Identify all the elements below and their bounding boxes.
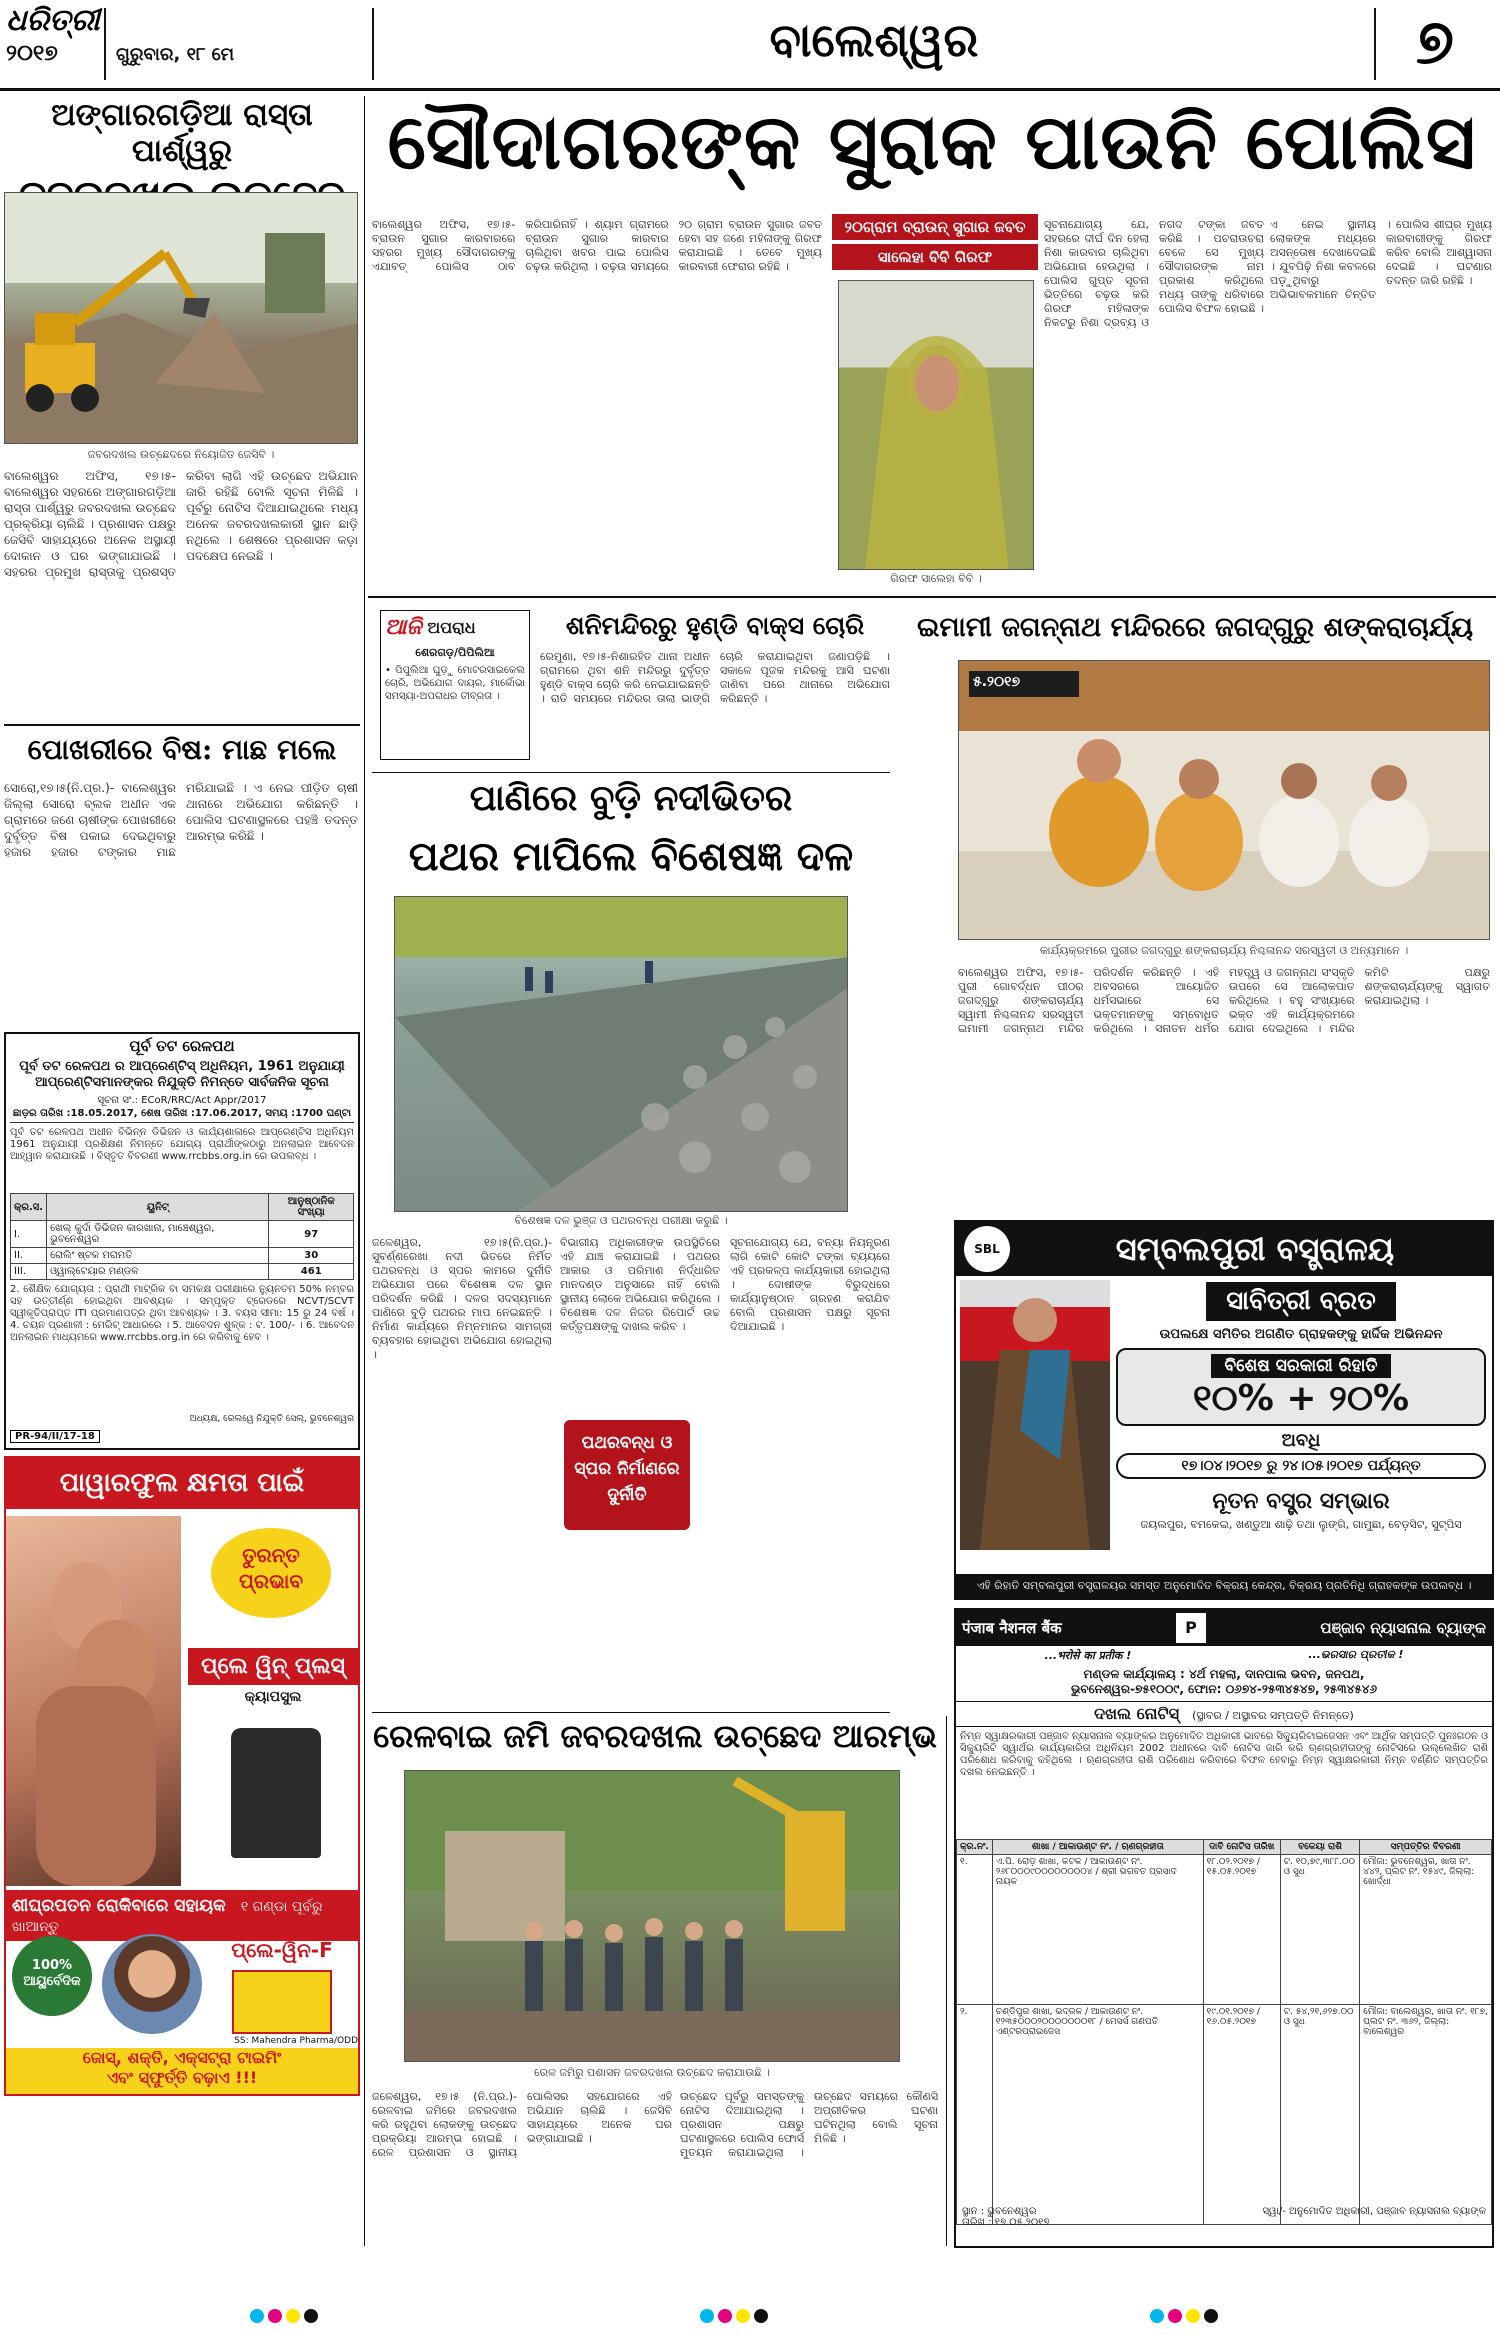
- cyan-mark: [700, 2309, 714, 2323]
- pnb-address: ଭୁବନେଶ୍ୱର-୭୫୧୦୦୯, ଫୋନ: ୦୬୭୪-୨୫୩୪୫୪୭, ୨୫୩୪୫୪୬: [1070, 1682, 1378, 1696]
- story-pond-poison: [4, 724, 360, 1024]
- pond-body: ସୋରୋ,୧୭।୫(ନି.ପ୍ର.)- ବାଲେଶ୍ୱର ଜିଲ୍ଲା ସୋରୋ ବ୍ଲକ ଅଧୀନ ଏକ ଗ୍ରାମରେ ଜଣେ ଚାଷୀଙ୍କ ପୋଖରୀରେ ଦୁର୍ବୃତ୍ତ ବିଷ ପକାଇ ଦେଇଥିବାରୁ ହଜାର ହଜାର ଟଙ୍କାର ମାଛ ମରିଯାଇଛି । ଏ ନେଇ ପୀଡ଼ିତ ଚାଷୀ ଥାନାରେ ଅଭିଯୋଗ କରିଛନ୍ତି । ପୋଲିସ ଘଟଣାସ୍ଥଳରେ ପହଞ୍ଚି ତଦନ୍ତ ଆରମ୍ଭ କରିଛି ।: [4, 781, 358, 859]
- playwin-bottle: [231, 1728, 321, 1858]
- river-stones-illustration: [395, 897, 848, 1212]
- eviction-crowd-illustration: [405, 1771, 900, 2062]
- sambalpuri-places: ଜୟଲପୁର, ବମକେଇ, ଖଣ୍ଡୁଆ ଶାଢ଼ି ତଥା ଲୁଙ୍ଗି, ଗାମୁଛା, ବେଡ଼ସିଟ, ସୁଟ୍‌ପିସ: [1140, 1518, 1462, 1531]
- paper-logo: [6, 4, 102, 84]
- pnb-footer: [962, 2206, 1486, 2228]
- table-header-cell: ୟୁନିଟ୍: [47, 1194, 269, 1221]
- crime-brand-1: ଆଜି: [385, 615, 422, 640]
- shankaracharya-caption: କାର୍ଯ୍ୟକ୍ରମରେ ପୁରୀର ଜଗଦ୍‌ଗୁରୁ ଶଙ୍କରାଚାର୍ଯ୍ୟ ନିଶ୍ଚଳାନନ୍ଦ ସରସ୍ୱତୀ ଓ ଅନ୍ୟମାନେ ।: [1039, 944, 1409, 957]
- shankaracharya-photo-label: ୫.୨୦୧୭: [973, 674, 1021, 690]
- registration-marks-center: [700, 2308, 772, 2327]
- railway-notice-ref: ସୂଚନା ସଂ.: ECoR/RRC/Act Appr/2017: [97, 1095, 267, 1107]
- table-cell: ଟ. ୧୦,୭୯,୩୮୮.୦୦ ଓ ସୁଧ: [1280, 1855, 1360, 2005]
- pnb-intro: ନିମ୍ନ ସ୍ୱାକ୍ଷରକାରୀ ପଞ୍ଜାବ ନ୍ୟାସନାଲ ବ୍ୟାଙ୍କର ଅନୁମୋଦିତ ଅଧିକାରୀ ଭାବରେ ସିକ୍ୟୁରିଟାଇଜେସନ ଏବଂ ଆର୍ଥିକ ସମ୍ପତ୍ତି ପୁନଃଗଠନ ଓ ସିକ୍ୟୁରିଟି ସ୍ୱାର୍ଥର କାର୍ଯ୍ୟକାରିତା ଅଧିନିୟମ 2002 ଅଧୀନରେ ଦାବି ନୋଟିସ ଜାରି କରି ଋଣଗ୍ରହୀତାଙ୍କୁ ନୋଟିସରେ ଉଲ୍ଲେଖିତ ରାଶି ପରିଶୋଧ କରିବାକୁ କହିଥିଲେ । ଋଣଗ୍ରହୀତା ରାଶି ପରିଶୋଧ କରିବାରେ ବିଫଳ ହେବାରୁ ନିମ୍ନ ସ୍ୱାକ୍ଷରକାରୀ ନିମ୍ନ ବର୍ଣ୍ଣିତ ସମ୍ପତ୍ତିର ଦଖଲ ନେଇଛନ୍ତି ।: [960, 1731, 1488, 1778]
- pnb-notice-sub: (ସ୍ଥାବର / ଅସ୍ଥାବର ସମ୍ପତ୍ତି ନିମନ୍ତେ): [1192, 1709, 1354, 1722]
- black-mark: [754, 2309, 768, 2323]
- black-mark: [1204, 2309, 1218, 2323]
- sambalpuri-logo: SBL: [964, 1226, 1010, 1272]
- playwin-tagline2: ୧ ଗଣ୍ଡା ପୂର୍ବରୁ ଖାଆନ୍ତୁ: [12, 1899, 323, 1935]
- table-cell: ୧୮.୦୨.୨୦୧୭ / ୧୫.୦୫.୨୦୧୭: [1203, 1855, 1280, 2005]
- accused-photo: [838, 280, 1034, 570]
- page-number: ୭: [1416, 5, 1454, 78]
- shankaracharya-photo: [958, 660, 1490, 940]
- table-cell: ରୋଲିଂ ଷ୍ଟକ ମରାମତି: [47, 1248, 269, 1264]
- table-cell: ମୌଜା: ବାଲେଶ୍ୱର, ଖାତା ନଂ. ୧୮୭, ପ୍ଲଟ ନଂ. ୩୬୨, ଜିଲ୍ଲା: ବାଲେଶ୍ୱର: [1360, 2005, 1492, 2225]
- excavator-illustration: [5, 193, 358, 444]
- playwin-footer-2: ଏବଂ ସ୍ଫୁର୍ତ୍ତି ବଢ଼ାଏ !!!: [106, 2068, 258, 2087]
- story-pond-headline: ପୋଖରୀରେ ବିଷ: ମାଛ ମଲେ: [27, 733, 337, 766]
- table-cell: ମୌଜା: ଭୁବନେଶ୍ୱର, ଖାତା ନଂ. ୪୪୨, ପ୍ଲଟ ନଂ. ୧୫୪୯, ଜିଲ୍ଲା: ଖୋର୍ଦ୍ଧା: [1360, 1855, 1492, 2005]
- table-cell: ଖେଲ୍ କୁର୍ଦା ଡିଭିଜନ କାରଖାନା, ମାଞ୍ଚେଶ୍ୱର, ଭୁବନେଶ୍ୱର: [47, 1221, 269, 1248]
- river-highlight-text: ପଥରବନ୍ଧ ଓ ସ୍ପର ନିର୍ମାଣରେ ଦୁର୍ନୀତି: [574, 1433, 680, 1505]
- pnb-notice-title-row: [956, 1701, 1492, 1727]
- playwin-photo: [6, 1516, 181, 1886]
- table-cell: ଚଣ୍ଡିପୁର ଶାଖା, ଭଦ୍ରକ / ଆକାଉଣ୍ଟ ନଂ. ୧୨୩୫୦୦୦୨୦୦୦୦୦୦୦୧୮ / ମେସର୍ସ ଗଣପତି ଏଣ୍ଟରପ୍ରାଇଜେସ: [992, 2005, 1203, 2225]
- table-row: [957, 2005, 1492, 2225]
- table-row: [957, 1855, 1492, 2005]
- saree-model-illustration: [960, 1280, 1110, 1550]
- pnb-header: [956, 1610, 1492, 1646]
- paper-name: ଧରିତ୍ରୀ: [6, 3, 100, 38]
- left-column-divider: [364, 96, 365, 2246]
- railway-notice-para: 2. ଶୈକ୍ଷିକ ଯୋଗ୍ୟତା : ପ୍ରାର୍ଥୀ ମାଟ୍ରିକ ବା ସମକକ୍ଷ ପରୀକ୍ଷାରେ ନ୍ୟୁନତମ 50% ନମ୍ବର ସହ ଉତ୍ତୀର୍ଣ୍ଣ ହୋଇଥିବା ଆବଶ୍ୟକ । ସମ୍ପୃକ୍ତ ଟ୍ରେଡରେ NCVT/SCVT ସ୍ୱୀକୃତିପ୍ରାପ୍ତ ITI ପ୍ରମାଣପତ୍ର ଥିବା ଆବଶ୍ୟକ । 3. ବୟସ ସୀମା: 15 ରୁ 24 ବର୍ଷ । 4. ଚୟନ ପ୍ରଣାଳୀ : ମେରିଟ୍ ଆଧାରରେ । 5. ଆବେଦନ ଶୁଳ୍କ : ଟ. 100/- । 6. ଆବେଦନ ଅନଲାଇନ ମାଧ୍ୟମରେ www.rrcbbs.org.in ରେ କରିବାକୁ ହେବ ।: [10, 1284, 354, 1344]
- table-header-cell: କ୍ର.ନଂ.: [957, 1840, 993, 1855]
- sambalpuri-offer-title: ବିଶେଷ ସରକାରୀ ରିହାତି: [1211, 1354, 1392, 1378]
- railway-notice: [4, 1032, 360, 1450]
- railway-land-body-2: ଉଚ୍ଛେଦ ପୂର୍ବରୁ ସମସ୍ତଙ୍କୁ ନୋଟିସ ଦିଆଯାଇଥିଲା । ପ୍ରଶାସନ ପକ୍ଷରୁ ଘଟଣାସ୍ଥଳରେ ପୋଲିସ ଫୋର୍ସ ମୁତୟନ କରାଯାଇଥିଲା । ଉଚ୍ଛେଦ ସମୟରେ କୌଣସି ଅପ୍ରୀତିକର ଘଟଣା ଘଟିନଥିଲା ବୋଲି ସୂଚନା ମିଳିଛି ।: [680, 2090, 938, 2159]
- railway-land-caption: ରେଳ ଜମିରୁ ପଶାସନ ଜବରଦଖଲ ଉଚ୍ଛେଦ କରାଯାଉଛି ।: [534, 2066, 770, 2079]
- table-row: [11, 1248, 354, 1264]
- story-encroachment-headline-1: ଅଙ୍ଗାରଗଡ଼ିଆ ରାସ୍ତା ପାର୍ଶ୍ୱରୁ: [51, 97, 313, 169]
- pnb-logo-icon: P: [1176, 1613, 1206, 1643]
- railway-land-photo: [404, 1770, 900, 2062]
- pnb-date: ତାରିଖ : ୧୭.୦୫.୨୦୧୭: [962, 2217, 1050, 2228]
- pnb-slogans: [956, 1648, 1492, 1663]
- lead-headline: ସୌଦାଗରଙ୍କ ସୁରାକ ପାଉନି ପୋଲିସ: [387, 97, 1477, 186]
- table-row: [11, 1221, 354, 1248]
- table-header-cell: ସମ୍ପତ୍ତିର ବିବରଣୀ: [1360, 1840, 1492, 1855]
- playwin-badge: [211, 1528, 331, 1618]
- temple-bottom-rule: [372, 772, 890, 773]
- pnb-place: ସ୍ଥାନ : ଭୁବନେଶ୍ୱର: [962, 2206, 1037, 2217]
- black-mark: [304, 2309, 318, 2323]
- temple-theft-headline: ଶନିମନ୍ଦିରରୁ ହୁଣ୍ଡି ବାକ୍ସ ଚୋରି: [565, 611, 865, 640]
- sambalpuri-period-label: ଅବଧି: [1281, 1430, 1321, 1451]
- couple-illustration: [6, 1516, 181, 1886]
- pnb-office: ମଣ୍ଡଳ କାର୍ଯ୍ୟାଳୟ : ୪ର୍ଥ ମହଲା, ଦାନପାଲ ଭବନ, ଜନପଥ,: [1083, 1667, 1365, 1681]
- sambalpuri-collection: ନୂତନ ବସ୍ତ୍ର ସମ୍ଭାର: [1212, 1489, 1390, 1514]
- masthead-bottom-rule: [0, 88, 1500, 91]
- railway-notice-title: ପୂର୍ବ ତଟ ରେଳପଥ: [129, 1037, 235, 1055]
- river-photo: [394, 896, 848, 1212]
- railway-notice-signature: ଅଧ୍ୟକ୍ଷ, ରେଲୱେ ନିଯୁକ୍ତି ସେଲ୍, ଭୁବନେଶ୍ୱର: [189, 1414, 354, 1425]
- playwin-footer-1: ଜୋସ୍, ଶକ୍ତି, ଏକ୍ସଟ୍ରା ଟାଇମିଂ: [82, 2048, 282, 2067]
- print-registration-strip: [0, 2300, 1500, 2330]
- table-cell: 97: [269, 1221, 354, 1248]
- pnb-notice-title: ଦଖଲ ନୋଟିସ୍: [1094, 1704, 1180, 1723]
- magenta-mark: [718, 2309, 732, 2323]
- pnb-slogan-hindi: ...भरोसे का प्रतीक !: [1044, 1649, 1132, 1662]
- shankaracharya-headline: ଇମାମୀ ଜଗନ୍ନାଥ ମନ୍ଦିରରେ ଜଗଦ୍‌ଗୁରୁ ଶଙ୍କରାଚାର୍ଯ୍ୟ: [916, 612, 1474, 643]
- playwin-maker: SS: Mahendra Pharma/ODD: [234, 2036, 358, 2046]
- table-header-cell: କ୍ର.ସ.: [11, 1194, 47, 1221]
- pnb-slogan-odia: ...ଭରସାର ପ୍ରତୀକ !: [1308, 1648, 1404, 1661]
- playwin-title: ପାୱାରଫୁଲ କ୍ଷମତା ପାଇଁ: [6, 1458, 358, 1509]
- shankaracharya-body: ବାଲେଶ୍ୱର ଅଫିସ, ୧୭।୫- ପୁରୀ ଗୋବର୍ଦ୍ଧନ ପୀଠର ଜଗଦ୍‌ଗୁରୁ ଶଙ୍କରାଚାର୍ଯ୍ୟ ସ୍ୱାମୀ ନିଶ୍ଚଳାନନ୍ଦ ସରସ୍ୱତୀ ଇମାମୀ ଜଗନ୍ନାଥ ମନ୍ଦିର ପରିଦର୍ଶନ କରିଛନ୍ତି । ଏହି ଅବସରରେ ଆୟୋଜିତ ଧର୍ମସଭାରେ ସେ ଭକ୍ତମାନଙ୍କୁ ସମ୍ବୋଧିତ କରିଥିଲେ । ସନାତନ ଧର୍ମର ମହତ୍ତ୍ୱ ଓ ଜଗନ୍ନାଥ ସଂସ୍କୃତି ଉପରେ ସେ ଆଲୋକପାତ କରିଥିଲେ । ବହୁ ସଂଖ୍ୟାରେ ଭକ୍ତ ଏହି କାର୍ଯ୍ୟକ୍ରମରେ ଯୋଗ ଦେଇଥିଲେ । ମନ୍ଦିର କମିଟି ପକ୍ଷରୁ ଶଙ୍କରାଚାର୍ଯ୍ୟଙ୍କୁ ସ୍ୱାଗତ କରାଯାଇଥିଲା ।: [958, 966, 1490, 1035]
- story-encroachment: [4, 98, 360, 718]
- railway-notice-intro: ପୂର୍ବ ତଟ ରେଳପଥ ଅଧୀନ ବିଭିନ୍ନ ଡିଭିଜନ ଓ କାର୍ଯ୍ୟଶାଳାରେ ଆପ୍ରେଣ୍ଟିସ ଅଧିନିୟମ 1961 ଅନୁଯାୟୀ ପ୍ରଶିକ୍ଷଣ ନିମନ୍ତେ ଯୋଗ୍ୟ ପ୍ରାର୍ଥୀଙ୍କଠାରୁ ଅନଲାଇନ ଆବେଦନ ଆହ୍ୱାନ କରାଯାଉଛି । ବିସ୍ତୃତ ବିବରଣୀ www.rrcbbs.org.in ରେ ଉପଲବ୍ଧ ।: [10, 1127, 354, 1163]
- accused-caption: ଗିରଫ ସାଲେହା ବିବି ।: [890, 572, 982, 585]
- pnb-table: [956, 1839, 1492, 2225]
- table-cell: ୧.: [957, 1855, 993, 2005]
- masthead-divider-right: [1374, 8, 1376, 80]
- playwin-product: [188, 1648, 358, 1705]
- pnb-signature: ସ୍ୱା/- ଅନୁମୋଦିତ ଅଧିକାରୀ, ପଞ୍ଜାବ ନ୍ୟାସନାଲ ବ୍ୟାଙ୍କ: [1262, 2206, 1486, 2217]
- notice-pnb: [954, 1608, 1494, 2248]
- river-body-1: ଜଳେଶ୍ୱର, ୧୭।୫(ନି.ପ୍ର.)- ସୁବର୍ଣ୍ଣରେଖା ନଦୀ ଭିତରେ ନିର୍ମିତ ପଥରବନ୍ଧ ଓ ସ୍ପର କାମରେ ଦୁର୍ନୀତି ଅଭିଯୋଗ ପରେ ବିଶେଷଜ୍ଞ ଦଳ ସ୍ଥାନ ପରିଦର୍ଶନ କରିଛି । ଦଳର ସଦସ୍ୟମାନେ ପାଣିରେ ବୁଡ଼ି ପଥରର ମାପ ନେଇଛନ୍ତି । ନିର୍ମାଣ କାର୍ଯ୍ୟରେ ନିମ୍ନମାନର ସାମଗ୍ରୀ ବ୍ୟବହାର ହୋଇଥିବା ଅଭିଯୋଗ ହୋଇଥିଲା ।: [372, 1236, 552, 1361]
- river-headline-2: ପଥର ମାପିଲେ ବିଶେଷଜ୍ଞ ଦଳ: [408, 833, 854, 880]
- yellow-mark: [736, 2309, 750, 2323]
- paper-year: ୨୦୧୭: [6, 40, 58, 66]
- ad-sambalpuri[interactable]: [954, 1220, 1494, 1600]
- center-right-divider: [946, 1716, 947, 2246]
- sambalpuri-footer: ଏହି ରିହାତି ସମ୍ବଲପୁରୀ ବସ୍ତ୍ରାଳୟର ସମସ୍ତ ଅନୁମୋଦିତ ବିକ୍ରୟ କେନ୍ଦ୍ର, ବିକ୍ରୟ ପ୍ରତିନିଧି ଗ୍ରାହକଙ୍କ ଉପଲବ୍ଧ ।: [956, 1574, 1492, 1598]
- table-row: [11, 1264, 354, 1280]
- lead-tag-1: ୨୦ଗ୍ରାମ ବ୍ରାଉନ୍ ସୁଗାର ଜବତ: [832, 214, 1038, 240]
- table-header-cell: ବକେୟା ରାଶି: [1280, 1840, 1360, 1855]
- sambalpuri-offer-box: [1116, 1348, 1486, 1426]
- playwin-stamp-text: 100% ଆୟୁର୍ବେଦିକ: [23, 1958, 81, 1989]
- yellow-mark: [286, 2309, 300, 2323]
- playwin-box: [232, 1970, 332, 2034]
- river-body-2: ବିଭାଗୀୟ ଅଧିକାରୀଙ୍କ ଉପସ୍ଥିତିରେ ଏହି ଯାଞ୍ଚ କରାଯାଇଛି । ପଥରର ଆକାର ଓ ପରିମାଣ ନିର୍ଦ୍ଧାରିତ ମାନଦଣ୍ଡ ଅନୁସାରେ ନାହିଁ ବୋଲି ସ୍ଥାନୀୟ ଲୋକେ ଅଭିଯୋଗ କରିଥିଲେ । ବିଶେଷଜ୍ଞ ଦଳ ନିଜର ରିପୋର୍ଟ ଉଚ୍ଚ କର୍ତ୍ତୃପକ୍ଷଙ୍କୁ ଦାଖଲ କରିବ ।: [560, 1236, 720, 1333]
- lead-body-3: ଏ ନେଇ ସ୍ଥାନୀୟ ଲୋକଙ୍କ ମଧ୍ୟରେ ଅସନ୍ତୋଷ ଦେଖାଦେଇଛି । ଯୁବପିଢ଼ି ନିଶା କବଳରେ ପଡ଼ୁଥିବାରୁ ଅଭିଭାବକମାନେ ଚିନ୍ତିତ । ପୋଲିସ ଶୀଘ୍ର ମୁଖ୍ୟ କାରବାରୀଙ୍କୁ ଗିରଫ କରିବ ବୋଲି ଆଶ୍ୱାସନା ଦେଇଛି । ଘଟଣାର ତଦନ୍ତ ଜାରି ରହିଛି ।: [1270, 218, 1492, 301]
- railway-land-headline: ରେଳବାଇ ଜମି ଜବରଦଖଲ ଉଚ୍ଛେଦ ଆରମ୍ଭ: [373, 1717, 937, 1755]
- woman-illustration: [839, 281, 1034, 570]
- sambalpuri-period: ୧୭।୦୪।୨୦୧୭ ରୁ ୨୪।୦୫।୨୦୧୭ ପର୍ଯ୍ୟନ୍ତ: [1116, 1453, 1486, 1479]
- lead-tag-2: ସାଲେହା ବିବି ଗିରଫ: [832, 244, 1038, 270]
- section-title: ବାଲେଶ୍ୱର: [769, 13, 979, 67]
- sambalpuri-offer-value: ୧୦% + ୨୦%: [1192, 1378, 1410, 1419]
- lead-body-2: ସୂଚନାଯୋଗ୍ୟ ଯେ, ସହରରେ ଦୀର୍ଘ ଦିନ ହେଲା ନିଶା କାରବାର ଚାଲିଥିବା ଅଭିଯୋଗ ହେଉଥିଲା । ପୋଲିସ ଗୁପ୍ତ ସୂଚନା ଭିତ୍ତିରେ ଚଢ଼ଉ କରି ଗିରଫ ମହିଳାଙ୍କ ନିକଟରୁ ନିଶା ଦ୍ରବ୍ୟ ଓ ନଗଦ ଟଙ୍କା ଜବତ କରିଛି । ପଚରାଉଚରା ବେଳେ ସେ ମୁଖ୍ୟ ସୌଦାଗରଙ୍କ ନାମ ପ୍ରକାଶ କରିଥିଲେ ମଧ୍ୟ ତାଙ୍କୁ ଧରିବାରେ ପୋଲିସ ବିଫଳ ହୋଇଛି ।: [1044, 218, 1264, 329]
- masthead: [0, 0, 1500, 92]
- saints-illustration: [959, 661, 1490, 940]
- river-highlight: [564, 1420, 690, 1530]
- magenta-mark: [1168, 2309, 1182, 2323]
- pond-top-rule: [4, 724, 360, 726]
- temple-theft-body: ରେମୁଣା, ୧୭।୫-ନିଶାରହିତ ଥାନା ଅଧୀନ ଗ୍ରାମରେ ଥିବା ଶନି ମନ୍ଦିରରୁ ଦୁର୍ବୃତ୍ତ ହୁଣ୍ଡି ବାକ୍ସ ଚୋରି କରି ନେଇଯାଇଛନ୍ତି । ରାତି ସମୟରେ ମନ୍ଦିରର ତାଲା ଭାଙ୍ଗି ଚୋରି କରାଯାଇଥିବା ଜଣାପଡ଼ିଛି । ସକାଳେ ପୂଜକ ମନ୍ଦିରକୁ ଆସି ଘଟଣା ଜାଣିବା ପରେ ଥାନାରେ ଅଭିଯୋଗ କରିଛନ୍ତି ।: [540, 650, 890, 705]
- cyan-mark: [1150, 2309, 1164, 2323]
- table-header-cell: ଆନୁଷ୍ଠାନିକ ସଂଖ୍ୟା: [269, 1194, 354, 1221]
- playwin-product2: ପ୍ଲେ-ୱିନ-F: [231, 1938, 333, 1962]
- railway-land-body-1: ଜଳେଶ୍ୱର, ୧୭।୫ (ନି.ପ୍ର.)- ରେଳବାଇ ଜମିରେ ଜବରଦଖଲ କରି ରହୁଥିବା ଲୋକଙ୍କୁ ଉଚ୍ଛେଦ ପ୍ରକ୍ରିୟା ଆରମ୍ଭ ହୋଇଛି । ରେଳ ପ୍ରଶାସନ ଓ ସ୍ଥାନୀୟ ପୋଲିସର ସହଯୋଗରେ ଏହି ଅଭିଯାନ ଚାଲିଛି । ଜେସିବି ସାହାଯ୍ୟରେ ଅନେକ ଘର ଭଙ୍ଗାଯାଇଛି ।: [372, 2090, 672, 2159]
- crime-brand-2: ଅପରାଧ: [427, 617, 476, 637]
- table-cell: 30: [269, 1248, 354, 1264]
- crime-body: • ପିପୁଲିଆ ଘୁଡ଼ୁ ମୋଟରସାଇକେଲ ଚୋରି, ଅଭିଯୋଗ ଦାୟର, ମାର୍କୋଭା ସମସ୍ୟା-ଅପରାଧର ତୀବ୍ରତା ।: [385, 665, 525, 702]
- crime-place: ଶେରଗଡ଼/ପିପିଲିଆ: [415, 646, 495, 659]
- masthead-divider-left: [104, 8, 106, 80]
- playwin-footer: [6, 2048, 358, 2094]
- table-cell: ଓ୍ୱାଲ୍‌ଟେୟାର ମଣ୍ଡଳ: [47, 1264, 269, 1280]
- magenta-mark: [268, 2309, 282, 2323]
- railway-notice-code: PR-94/II/17-18: [10, 1430, 100, 1443]
- railway-notice-dates: ଛାଡ଼ର ତାରିଖ :18.05.2017, ଶେଷ ତାରିଖ :17.06.2017, ସମୟ :1700 ଘଣ୍ଟା: [10, 1108, 354, 1123]
- playwin-tagline-bar: [6, 1890, 358, 1941]
- river-bottom-rule: [372, 1712, 890, 1713]
- playwin-product-sub: କ୍ୟାପସୁଲ: [244, 1689, 302, 1705]
- playwin-tagline: ଶୀଘ୍ରପତନ ରୋକିବାରେ ସହାୟକ: [12, 1896, 226, 1916]
- river-body-3: ସୂଚନାଯୋଗ୍ୟ ଯେ, ବନ୍ୟା ନିୟନ୍ତ୍ରଣ ଲାଗି କୋଟି କୋଟି ଟଙ୍କା ବ୍ୟୟରେ ଏହି ପ୍ରକଳ୍ପ କାର୍ଯ୍ୟକାରୀ ହୋଇଥିଲା । ଦୋଷୀଙ୍କ ବିରୁଦ୍ଧରେ କାର୍ଯ୍ୟାନୁଷ୍ଠାନ ଗ୍ରହଣ କରାଯିବ ବୋଲି ପ୍ରଶାସନ ପକ୍ଷରୁ ସୂଚନା ଦିଆଯାଇଛି ।: [730, 1236, 890, 1333]
- table-cell: II.: [11, 1248, 47, 1264]
- sambalpuri-offer: [1116, 1282, 1486, 1532]
- table-cell: I.: [11, 1221, 47, 1248]
- registration-marks-left: [250, 2308, 322, 2327]
- table-cell: ଟ. ୫୪,୨୧,୬୨୭.୦୦ ଓ ସୁଧ: [1280, 2005, 1360, 2225]
- lead-tags: [832, 214, 1038, 270]
- playwin-man-photo: [102, 1934, 202, 2034]
- yellow-mark: [1186, 2309, 1200, 2323]
- ad-playwin[interactable]: [4, 1456, 360, 2096]
- railway-unit-table: [10, 1193, 354, 1280]
- table-cell: III.: [11, 1264, 47, 1280]
- registration-marks-right: [1150, 2308, 1222, 2327]
- table-cell: ଏ.ପି. ରୋଡ଼ ଶାଖା, କଟକ / ଆକାଉଣ୍ଟ ନଂ. ୨୬୮୦୦୦୯୦୦୦୦୦୦୦୦୪ / ଶ୍ରୀ ଭଗବତ ପ୍ରସାଦ ନାୟକ: [992, 1855, 1203, 2005]
- table-header-cell: ଦାବି ନୋଟିସ ତାରିଖ: [1203, 1840, 1280, 1855]
- lead-bottom-rule: [368, 596, 1496, 598]
- table-cell: ୧୯.୦୧.୨୦୧୭ / ୧୬.୦୫.୨୦୧୭: [1203, 2005, 1280, 2225]
- sambalpuri-title: ସମ୍ବଲପୁରୀ ବସ୍ତ୍ରାଳୟ: [1115, 1229, 1395, 1268]
- playwin-badge-text: ତୁରନ୍ତ ପ୍ରଭାବ: [238, 1543, 304, 1593]
- river-caption: ବିଶେଷଜ୍ଞ ଦଳ ଭୁଞ୍ଜ ଓ ପଥରବନ୍ଧ ପରୀକ୍ଷା କରୁଛି ।: [514, 1214, 728, 1227]
- playwin-stamp: [12, 1936, 92, 2016]
- playwin-product-name: ପ୍ଲେ ୱିନ୍ ପ୍ଲସ୍: [188, 1648, 358, 1685]
- encroachment-caption: ଜବରଦଖଲ ଉଚ୍ଛେଦରେ ନିୟୋଜିତ ଜେସିବି ।: [87, 448, 275, 461]
- pnb-name-hindi: पंजाब नैशनल बैंक: [962, 1619, 1062, 1637]
- encroachment-body: ବାଲେଶ୍ୱର ଅଫିସ, ୧୭।୫- ବାଲେଶ୍ୱର ସହରରେ ଅଙ୍ଗାରଗଡ଼ିଆ ରାସ୍ତା ପାର୍ଶ୍ୱରୁ ଜବରଦଖଲ ଉଚ୍ଛେଦ ପ୍ରକ୍ରିୟା ଚାଲିଛି । ପ୍ରଶାସନ ପକ୍ଷରୁ ଜେସିବି ସାହାଯ୍ୟରେ ଅନେକ ଅସ୍ଥାୟୀ ଦୋକାନ ଓ ଘର ଭଙ୍ଗାଯାଇଛି । ସହରର ପ୍ରମୁଖ ରାସ୍ତାକୁ ପ୍ରଶସ୍ତ କରିବା ଲାଗି ଏହି ଉଚ୍ଛେଦ ଅଭିଯାନ ଜାରି ରହିଛି ବୋଲି ସୂଚନା ମିଳିଛି । ପୂର୍ବରୁ ନୋଟିସ ଦିଆଯାଇଥିଲେ ମଧ୍ୟ ଅନେକ ଜବରଦଖଲକାରୀ ସ୍ଥାନ ଛାଡ଼ି ନଥିଲେ । ଶେଷରେ ପ୍ରଶାସନ କଡ଼ା ପଦକ୍ଷେପ ନେଇଛି ।: [4, 469, 358, 579]
- railway-table-header: [11, 1194, 354, 1221]
- crime-box-brand: [385, 615, 525, 640]
- table-cell: ୨.: [957, 2005, 993, 2225]
- river-headline-1: ପାଣିରେ ବୁଡ଼ି ନଦୀଭିତର: [469, 777, 793, 819]
- pnb-table-header: [957, 1840, 1492, 1855]
- issue-date: ଗୁରୁବାର, ୧୮ ମେ: [116, 44, 235, 65]
- sambalpuri-greeting: ଉପଲକ୍ଷେ ସମିତିର ଅଗଣିତ ଗ୍ରାହକଙ୍କୁ ହାର୍ଦ୍ଦିକ ଅଭିନନ୍ଦନ: [1159, 1327, 1443, 1342]
- lead-body-1: ବାଲେଶ୍ୱର ଅଫିସ, ୧୭।୫- ବ୍ରାଉନ ସୁଗାର କାରବାରରେ ସହରର ମୁଖ୍ୟ ସୌଦାଗରଙ୍କୁ ଏଯାବତ୍ ପୋଲିସ ଠାବ କରିପାରିନାହିଁ । ଶ୍ୟାମ ଗ୍ରାମରେ ବ୍ରାଉନ ସୁଗାର କାରବାର ଚାଲିଥିବା ଖବର ପାଇ ପୋଲିସ ଚଢ଼ଉ କରିଥିଲା । ଚଢ଼ଉ ସମୟରେ ୨୦ ଗ୍ରାମ ବ୍ରାଉନ ସୁଗାର ଜବତ ହେବା ସହ ଜଣେ ମହିଳାଙ୍କୁ ଗିରଫ କରାଯାଇଛି । ତେବେ ମୁଖ୍ୟ କାରବାରୀ ଫେରାର ରହିଛି ।: [372, 218, 822, 273]
- sambalpuri-model: [960, 1280, 1110, 1550]
- railway-notice-subtitle: ପୂର୍ବ ତଟ ରେଳପଥ ର ଆପ୍ରେଣ୍ଟିସ୍ ଅଧିନିୟମ, 1961 ଅନୁଯାୟୀ ଆପ୍ରେଣ୍ଟିସମାନଙ୍କର ନିଯୁକ୍ତି ନିମନ୍ତେ ସାର୍ବଜନିକ ସୂଚନା: [19, 1059, 345, 1091]
- table-header-cell: ଶାଖା / ଆକାଉଣ୍ଟ ନଂ. / ଋଣଗ୍ରହୀତା: [992, 1840, 1203, 1855]
- encroachment-photo: [4, 192, 358, 444]
- crime-box: [380, 610, 530, 760]
- pnb-name-odia: ପଞ୍ଜାବ ନ୍ୟାସନାଲ ବ୍ୟାଙ୍କ: [1320, 1619, 1486, 1637]
- table-cell: 461: [269, 1264, 354, 1280]
- cyan-mark: [250, 2309, 264, 2323]
- sambalpuri-event: ସାବିତ୍ରୀ ବ୍ରତ: [1206, 1282, 1396, 1321]
- sambalpuri-header: [956, 1222, 1492, 1276]
